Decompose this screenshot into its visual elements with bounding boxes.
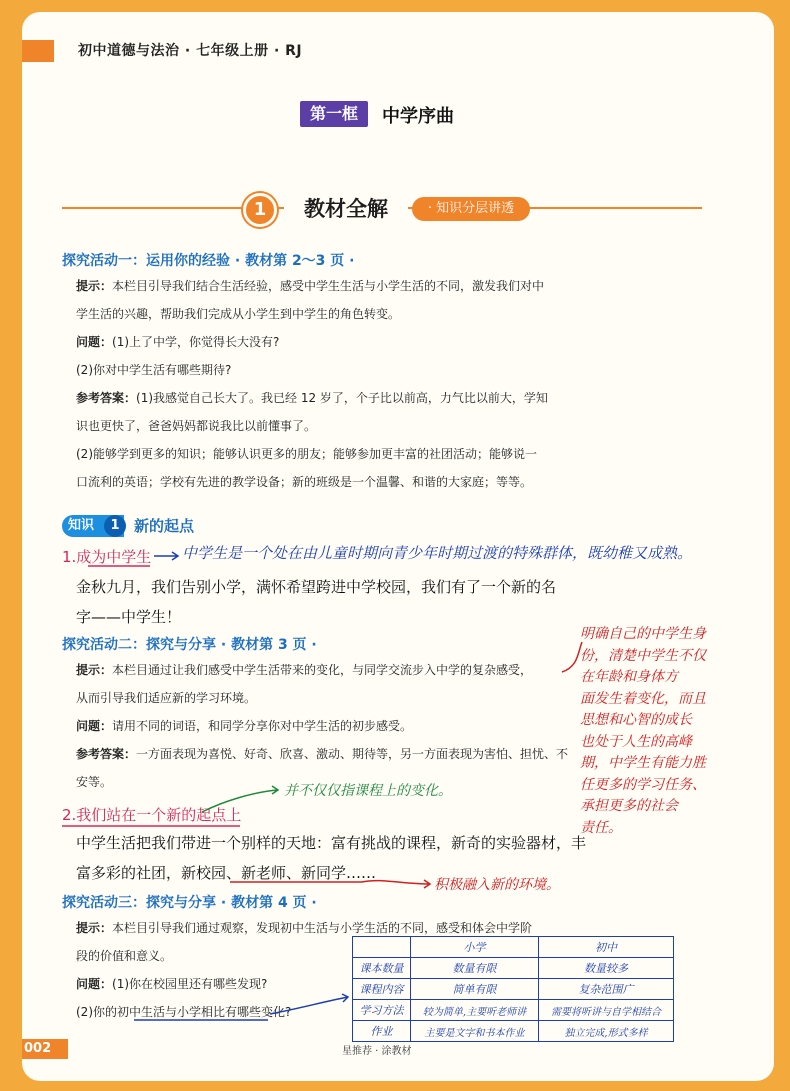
activity1-answer-line2: 识也更快了，爸爸妈妈都说我比以前懂事了。 (76, 419, 317, 433)
activity1-answer-line3: (2)能够学到更多的知识；能够认识更多的朋友；能够参加更丰富的社团活动；能够说一 (76, 447, 538, 461)
question-label: 问题： (76, 335, 113, 349)
activity1-tip-line2: 学生活的兴趣，帮助我们完成从小学生到中学生的角色转变。 (76, 307, 401, 321)
tip-text: 本栏目引导我们通过观察，发现初中生活与小学生活的不同，感受和体会中学阶 (112, 921, 533, 935)
knowledge-title: 新的起点 (134, 517, 195, 535)
table-cell: 主要是文字和书本作业 (411, 1021, 539, 1042)
table-cell: 课本数量 (353, 958, 411, 979)
tip-label: 提示： (76, 279, 113, 293)
side-note-line: 份，清楚中学生不仅 (580, 647, 706, 664)
table-cell: 需要将听讲与自学相结合 (539, 1000, 674, 1021)
section-box-label: 第一框 (300, 101, 368, 127)
point1-handwritten-note: 中学生是一个处在由儿童时期向青少年时期过渡的特殊群体，既幼稚又成熟。 (182, 544, 693, 562)
arrow-icon (562, 642, 582, 672)
side-note-line: 明确自己的中学生身 (580, 626, 706, 642)
activity2-tip-line2: 从而引导我们适应新的学习环境。 (76, 691, 257, 705)
activity3-question-line2: (2)你的初中生活与小学相比有哪些变化? (76, 1005, 292, 1019)
tip-text: 本栏目引导我们结合生活经验，感受中学生生活与小学生活的不同，激发我们对中 (112, 279, 545, 293)
tip-label: 提示： (76, 921, 113, 935)
table-cell: 较为简单,主要听老师讲 (411, 1000, 539, 1021)
page-number: 002 (22, 1039, 68, 1059)
arrow-icon (270, 994, 348, 1014)
activity1-question-line2: (2)你对中学生活有哪些期待? (76, 363, 232, 377)
question-text: 请用不同的词语，和同学分享你对中学生活的初步感受。 (112, 719, 413, 733)
arrow-icon (154, 552, 178, 560)
side-note-line: 任更多的学习任务、 (580, 776, 706, 793)
answer-text: (1)我感觉自己长大了。我已经 12 岁了，个子比以前高，力气比以前大，学知 (136, 391, 548, 405)
side-note-line: 也处于人生的高峰 (580, 733, 692, 750)
banner-subtitle: · 知识分层讲透 (412, 197, 530, 221)
knowledge-number: 1 (104, 515, 126, 537)
section-title: 中学序曲 (382, 106, 454, 127)
side-note-line: 责任。 (580, 819, 622, 836)
banner-title: 教材全解 (284, 191, 408, 227)
table-cell: 简单有限 (411, 979, 539, 1000)
table-cell: 数量较多 (539, 958, 674, 979)
activity2-heading: 探究活动二：探究与分享 · 教材第 3 页 · (62, 637, 317, 653)
table-cell: 初中 (539, 937, 674, 958)
table-cell: 数量有限 (411, 958, 539, 979)
side-note-line: 面发生着变化，而且 (580, 690, 706, 707)
question-label: 问题： (76, 977, 113, 991)
red-handwritten-note-2: 积极融入新的环境。 (434, 877, 560, 893)
table-cell: 作业 (353, 1021, 411, 1042)
answer-text: 一方面表现为喜悦、好奇、欣喜、激动、期待等，另一方面表现为害怕、担忧、不 (136, 747, 569, 761)
point2-body-line1: 中学生活把我们带进一个别样的天地：富有挑战的课程，新奇的实验器材，丰 (76, 834, 587, 852)
tip-label: 提示： (76, 663, 113, 677)
banner-number: 1 (243, 193, 277, 227)
answer-label: 参考答案： (76, 391, 137, 405)
page (22, 12, 774, 1081)
arrow-icon (362, 880, 430, 888)
activity2-answer-line2: 安等。 (76, 775, 113, 789)
point2-body-line2: 富多彩的社团，新校园、新老师、新同学…… (76, 864, 377, 882)
green-handwritten-note: 并不仅仅指课程上的变化。 (284, 783, 452, 799)
activity3-heading: 探究活动三：探究与分享 · 教材第 4 页 · (62, 895, 317, 911)
point1-body-line2: 字——中学生！ (76, 608, 182, 626)
question-text: (1)你在校园里还有哪些发现? (112, 977, 268, 991)
arrow-icon (202, 786, 278, 812)
point1-body-line1: 金秋九月，我们告别小学，满怀希望跨进中学校园，我们有了一个新的名 (76, 578, 557, 596)
point2-heading: 2.我们站在一个新的起点上 (62, 806, 242, 824)
annotation-overlay (22, 12, 774, 1081)
table-cell: 学习方法 (353, 1000, 411, 1021)
side-note-line: 在年龄和身体方 (580, 669, 678, 685)
side-note-line: 期，中学生有能力胜 (580, 755, 706, 771)
table-cell: 小学 (411, 937, 539, 958)
answer-label: 参考答案： (76, 747, 137, 761)
knowledge-badge: 知识 (62, 515, 124, 537)
table-cell: 课程内容 (353, 979, 411, 1000)
table-cell: 复杂范围广 (539, 979, 674, 1000)
table-cell: 独立完成,形式多样 (539, 1021, 674, 1042)
side-note-line: 思想和心智的成长 (580, 712, 692, 728)
question-label: 问题： (76, 719, 113, 733)
activity1-heading: 探究活动一：运用你的经验 · 教材第 2～3 页 · (62, 253, 355, 269)
activity3-tip-line2: 段的价值和意义。 (76, 949, 173, 963)
header-title: 初中道德与法治 · 七年级上册 · RJ (78, 43, 303, 59)
activity1-answer-line4: 口流利的英语；学校有先进的教学设备；新的班级是一个温馨、和谐的大家庭；等等。 (76, 475, 533, 489)
point1-heading: 1.成为中学生 (62, 548, 152, 566)
footer-text: 星推荐 · 涂教材 (342, 1046, 412, 1057)
question-text: (1)上了中学，你觉得长大没有? (112, 335, 280, 349)
tip-text: 本栏目通过让我们感受中学生活带来的变化，与同学交流步入中学的复杂感受， (112, 663, 533, 677)
side-note-line: 承担更多的社会 (580, 798, 678, 814)
